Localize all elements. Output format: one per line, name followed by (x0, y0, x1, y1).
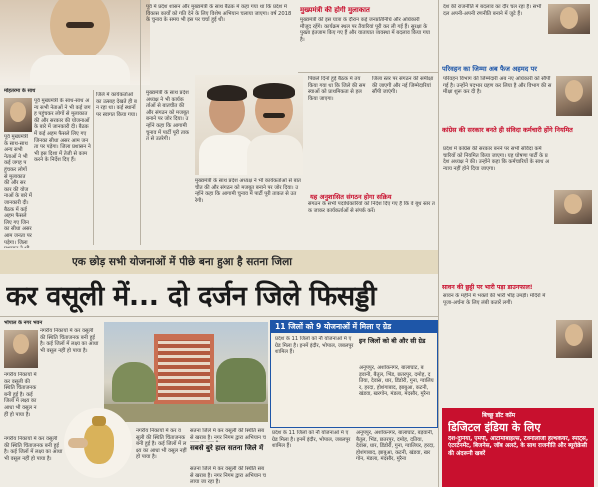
ad-headline: डिजिटल इंडिया के लिए (448, 421, 541, 434)
grade-body: प्रदेश के 11 जिलों को नौ योजनाओं में ए ग्रेड मिला है। इनमें इंदौर, भोपाल, जबलपुर शामिल हैं। (275, 336, 354, 356)
divider (0, 316, 438, 317)
lower-left-body: नगरीय निकायों में कर वसूली की स्थिति चिंताजनक बनी हुई है। कई जिलों में लक्ष्य का आधा भी वसूल नहीं हो पाया है। (40, 328, 99, 354)
cm-meeting-headline: मुख्यमंत्री की होगी मुलाकात (300, 6, 370, 14)
banner-headline: कर वसूली में... दो दर्जन जिले फिसड्डी (6, 281, 377, 312)
top-center-bottom-text: मुख्यमंत्री के साथ प्रदेश अध्यक्ष ने भी कार्यकर्ताओं से बातचीत की और संगठन को मजबूत बनाने पर जोर दिया। उन्होंने कहा कि आगामी चुनाव में पार्टी पूरी ताकत से उतरेगी। (195, 178, 301, 204)
cm-meeting-body: मुख्यमंत्री की इस यात्रा के दौरान कई जनप्रतिनिधि और अधिकारी मौजूद रहेंगे। कार्यक्रम स्थल पर तैयारियां पूरी कर ली गई हैं। सुरक्षा के पुख्ता इंतजाम किए गए हैं और यातायात व्यवस्था में बदलाव किया गया है। (300, 17, 430, 43)
divider (93, 90, 94, 245)
organization-body: संगठन के सभी पदाधिकारियों को निर्देश दिए गए हैं कि वे बूथ स्तर तक जाकर कार्यकर्ताओं से संपर्क करें। (308, 201, 435, 214)
grade-list: अनूपपुर, अशोकनगर, बालाघाट, बड़वानी, बैतूल, भिंड, छतरपुर, दमोह, दतिया, देवास, धार, डिंडोरी, गुना, ग्वालियर, हरदा, होशंगाबाद, झाबुआ, कटनी, खंडवा, खरगोन, मंडला, मंदसौर, मुरैना (359, 365, 434, 398)
transport-photo (556, 76, 592, 116)
banner-kicker: एक छोड़ सभी योजनाओं में पीछे बना हुआ है सतना जिला (72, 256, 292, 268)
banner-kicker-bar (0, 250, 438, 274)
lower-right-text: प्रदेश के 11 जिलों को नौ योजनाओं में ए ग्रेड मिला है। इनमें इंदौर, भोपाल, जबलपुर शामिल हैं। (272, 430, 351, 450)
lower-left-bottom-text: नगरीय निकायों में कर वसूली की स्थिति चिंताजनक बनी हुई है। कई जिलों में लक्ष्य का आधा भी वसूल नहीं हो पाया है। (4, 436, 63, 462)
transport-body: परिवहन विभाग की जिम्मेदारी अब नए अधिकारी को सौंपी गई है। उन्होंने पदभार ग्रहण कर लिया है और विभाग की समीक्षा शुरू कर दी है। (443, 76, 552, 96)
top-left-body: पूर्व मुख्यमंत्री के साथ-साथ अन्य सभी नेताओं ने भी कई जगह पहुंचकर लोगों से मुलाकात की और सरकार की योजनाओं के बारे में जानकारी दी। बैठक में कई अहम फैसले लिए गए जिनका सीधा असर आम जनता पर पड़ेगा। जिला प्रशासन ने भी इस दिशा में तेजी से काम करने के निर्देश दिए हैं। (34, 98, 91, 164)
politicians-photo (195, 75, 303, 175)
lower-left-photo (4, 330, 38, 368)
sawan-headline: सावन की छुट्टी पर भारी पड़ा डाउनफाल! (442, 284, 533, 291)
right-top-body: देश की राजनीति में बदलाव का दौर चल रहा है। सभी दल अपनी-अपनी रणनीति बनाने में जुटे हैं। (443, 4, 542, 17)
top-left-caption: मोहतरमा के साथ (4, 88, 36, 94)
lower-center-text-2: सतना जिले में कर वसूली की स्थिति सबसे खराब है। नगर निगम द्वारा अभियान च (190, 428, 266, 441)
divider (298, 72, 438, 73)
grade-sub-headline: इन जिलों को बी और सी ग्रेड (359, 337, 426, 345)
lower-left-caption: भोपाल के नगर भवन (4, 320, 43, 326)
transport-headline: परिवहन का जिम्मा अब फैज अहमद पर (442, 65, 537, 73)
organization-headline: यह अनुशासित संगठन होगा सक्रिय (310, 193, 392, 201)
contract-staff-body: प्रदेश में कांग्रेस की सरकार बनने पर सभी संविदा कर्मचारियों को नियमित किया जाएगा। यह घोषणा पार्टी के प्रदेश अध्यक्ष ने की। उन्होंने कहा कि कर्मचारियों के साथ अन्याय नहीं होने दिया जाएगा। (443, 146, 550, 172)
ad-top: बिच्छू डॉट कॉम (482, 412, 516, 419)
lower-right-text-2: अनूपपुर, अशोकनगर, बालाघाट, बड़वानी, बैतूल, भिंड, छतरपुर, दमोह, दतिया, देवास, धार, डिंडोरी, गुना, ग्वालियर, हरदा, होशंगाबाद, झाबुआ, कटनी, खंडवा, खरगोन, मंडला, मंदसौर, मुरैना (356, 430, 435, 463)
top-left-body-3: जिले में कार्यकर्ताओं का उत्साह देखते ही बन रहा था। कई स्थानों पर स्वागत किया गया। (96, 92, 138, 118)
lower-left-body-2: नगरीय निकायों में कर वसूली की स्थिति चिंताजनक बनी हुई है। कई जिलों में लक्ष्य का आधा भी वसूल नहीं हो पाया है। (4, 372, 37, 418)
ad-body: देश-दुनिया, एमपी, ऑटोमोबाइल्स, टेक्नोलॉजी हेल्थकेयर, स्पोर्ट्स, एंटरटेनमेंट, बिजनेस, जॉब अलर्ट, के साथ राजनीति और ब्यूरोक्रेसी की अंदरूनी खबरें (448, 436, 589, 457)
ad-box[interactable] (442, 408, 594, 487)
lower-center-text: नगरीय निकायों में कर वसूली की स्थिति चिंताजनक बनी हुई है। कई जिलों में लक्ष्य का आधा भी वसूल नहीं हो पाया है। (136, 428, 187, 461)
top-left-small-photo (4, 98, 32, 132)
satna-body: सतना जिले में कर वसूली की स्थिति सबसे खराब है। नगर निगम द्वारा अभियान चलाया जा रहा है। (190, 466, 266, 486)
building-photo (104, 322, 268, 422)
cm-col-b: जिला स्तर पर संगठन की समीक्षा की जाएगी और नई जिम्मेदारियां सौंपी जाएंगी। (372, 76, 434, 96)
right-top-photo (548, 4, 590, 34)
sawan-body: सावन के महीने में भक्तों की भारी भीड़ उमड़ी। मंदिरों में पूजा-अर्चना के लिए लंबी कतारें लगीं। (443, 293, 546, 306)
top-center-col2: मुख्यमंत्री के साथ प्रदेश अध्यक्ष ने भी कार्यकर्ताओं से बातचीत की और संगठन को मजबूत बनाने पर जोर दिया। उन्होंने कहा कि आगामी चुनाव में पार्टी पूरी ताकत से उतरेगी। (146, 90, 190, 143)
cm-col-a: पिछले दिनों हुई बैठक में तय किया गया था कि जिले की समस्याओं को प्राथमिकता से हल किया जाएगा। (308, 76, 366, 102)
top-left-photo (0, 0, 150, 85)
divider (140, 0, 141, 245)
divider (438, 0, 439, 487)
top-left-body-2: पूर्व मुख्यमंत्री के साथ-साथ अन्य सभी नेताओं ने भी कई जगह पहुंचकर लोगों से मुलाकात की और सरकार की योजनाओं के बारे में जानकारी दी। बैठक में कई अहम फैसले लिए गए जिनका सीधा असर आम जनता पर पड़ेगा। जिला (4, 134, 32, 246)
grade-box (270, 320, 438, 428)
contract-staff-headline: कांग्रेस की सरकार बनते ही संविदा कर्मचारी होंगे नियमित (442, 126, 573, 134)
satna-headline: सबसे बुरे हाल सतना जिले में (190, 444, 264, 452)
top-center-body: पूर्व में प्रदेश शासन और मुख्यमंत्री के साथ बैठक में कहा गया था कि प्रदेश में विकास कार्यों को गति देने के लिए विशेष अभियान चलाया जाएगा। वर्ष 2018 के चुनाव के समय भी इस पर चर्चा हुई थी। (146, 4, 292, 24)
grade-headline: 11 जिलों को 9 योजनाओं में मिला ए ग्रेड (271, 321, 437, 333)
sawan-photo (556, 320, 592, 358)
money-bag-illustration (64, 408, 132, 478)
contract-staff-photo (554, 190, 592, 224)
